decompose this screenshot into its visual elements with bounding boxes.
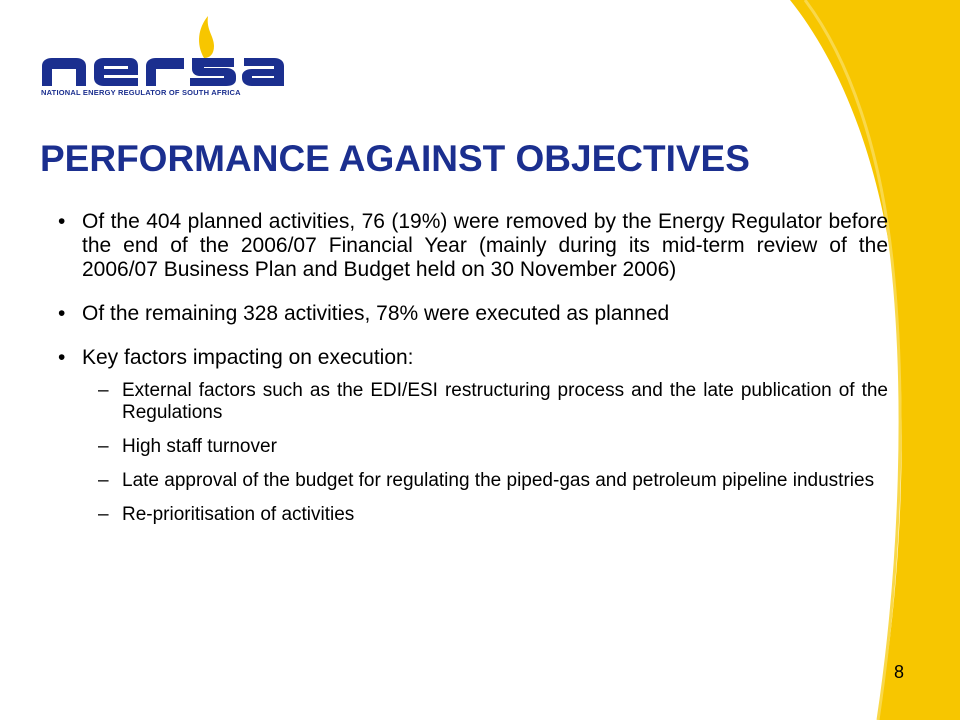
sub-item-text: High staff turnover: [122, 436, 277, 457]
bullet-mark: •: [58, 210, 66, 233]
sub-item: [98, 504, 888, 526]
slide-content: [58, 210, 888, 538]
slide-title: PERFORMANCE AGAINST OBJECTIVES: [40, 138, 750, 179]
dash-mark: –: [98, 436, 109, 457]
bullet-text: Of the remaining 328 activities, 78% were executed as planned: [82, 302, 670, 325]
logo-caption: NATIONAL ENERGY REGULATOR OF SOUTH AFRICA: [41, 88, 241, 97]
sub-item: [98, 470, 888, 492]
dash-mark: –: [98, 504, 109, 525]
sub-item-text: External factors such as the EDI/ESI restructuring process and the late publication of the Regulations: [122, 380, 888, 423]
dash-mark: –: [98, 470, 109, 491]
dash-mark: –: [98, 380, 109, 401]
bullet-item: [58, 346, 888, 370]
bullet-text: Key factors impacting on execution:: [82, 346, 414, 369]
sub-item: [98, 380, 888, 424]
sub-item-text: Re-prioritisation of activities: [122, 504, 355, 525]
bullet-mark: •: [58, 346, 66, 369]
bullet-item: [58, 210, 888, 282]
sub-item-text: Late approval of the budget for regulating the piped-gas and petroleum pipeline industries: [122, 470, 875, 491]
page-number: 8: [894, 662, 905, 682]
bullet-text: Of the 404 planned activities, 76 (19%) were removed by the Energy Regulator before the end of the 2006/07 Financial Year (mainly during its mid-term review of the 2006/07 Business Plan and Budget held on 30 November 2006): [82, 210, 888, 281]
sub-item: [98, 436, 888, 458]
bullet-mark: •: [58, 302, 66, 325]
bullet-item: [58, 302, 888, 326]
